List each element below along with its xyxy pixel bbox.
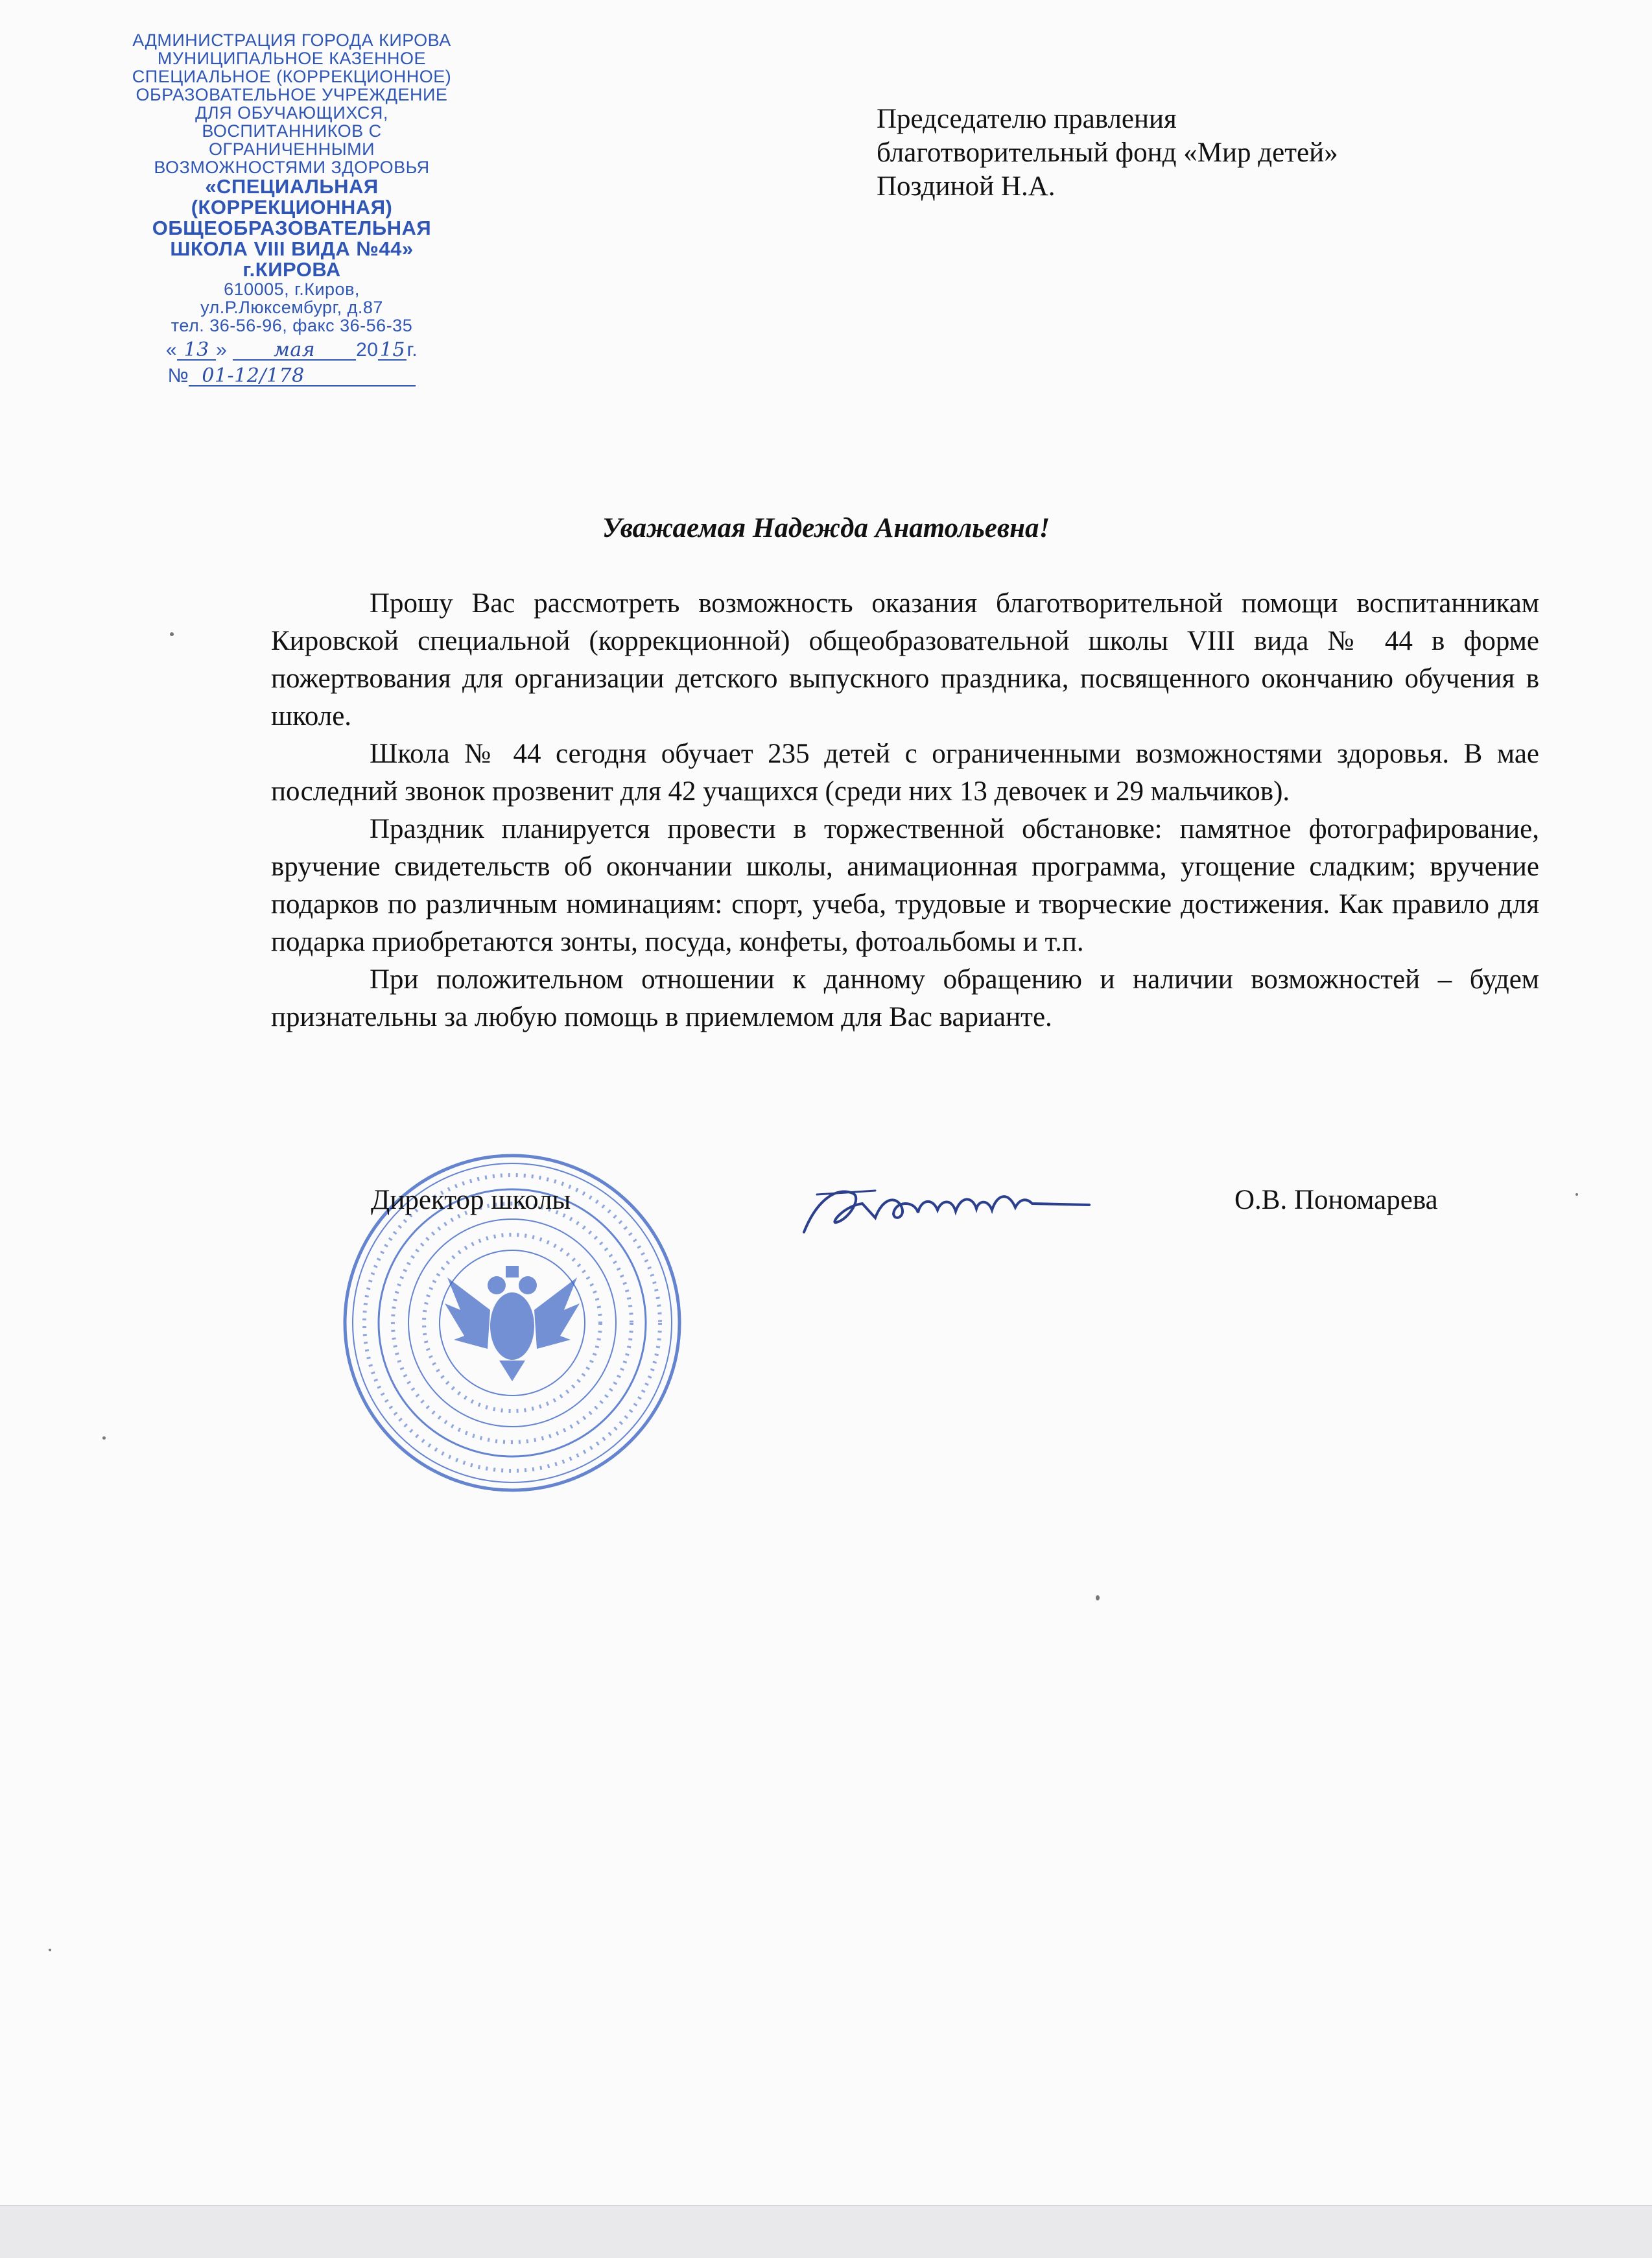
body-paragraph: Прошу Вас рассмотреть возможность оказания благотворительной помощи воспитанникам Кировской специальной (коррекционной) общеобразовательной школы VIII вида № 44 в форме пожертвования для организации детского выпускного праздника, посвященного окончанию обучения в школе.: [271, 588, 1539, 731]
stamp-bold-line: г.КИРОВА: [242, 258, 341, 281]
number-label: №: [167, 365, 189, 386]
signatory-title: Директор школы: [371, 1185, 571, 1215]
stamp-address-line: тел. 36-56-96, факс 36-56-35: [171, 316, 413, 335]
addressee-block: [877, 102, 1338, 204]
stamp-bold-line: «СПЕЦИАЛЬНАЯ: [205, 175, 379, 198]
addressee-line: Поздиной Н.А.: [877, 171, 1056, 202]
quote-close: »: [216, 339, 228, 361]
date-day: 13: [177, 341, 216, 361]
stamp-bold-line: ОБЩЕОБРАЗОВАТЕЛЬНАЯ: [152, 217, 432, 239]
scanner-edge: [0, 2205, 1652, 2258]
stamp-bold-line: ШКОЛА VIII ВИДА №44»: [170, 237, 414, 260]
handwritten-signature-icon: [791, 1154, 1096, 1252]
corner-stamp: [130, 31, 454, 386]
number-value: 01-12/178: [189, 367, 416, 386]
stamp-line: АДМИНИСТРАЦИЯ ГОРОДА КИРОВА: [132, 30, 451, 50]
date-month: мая: [233, 341, 356, 361]
stamp-date: [130, 341, 454, 361]
stamp-address-line: ул.Р.Люксембург, д.87: [200, 298, 383, 317]
addressee-line: Председателю правления: [877, 104, 1177, 134]
addressee-line: благотворительный фонд «Мир детей»: [877, 137, 1338, 168]
stamp-line: ВОСПИТАННИКОВ С: [202, 121, 382, 141]
salutation: Уважаемая Надежда Анатольевна!: [602, 513, 1050, 543]
stamp-line: ВОЗМОЖНОСТЯМИ ЗДОРОВЬЯ: [154, 158, 430, 177]
signatory-name: О.В. Пономарева: [1234, 1185, 1438, 1215]
body-paragraph: Школа № 44 сегодня обучает 235 детей с ограниченными возможностями здоровья. В мае последний звонок прозвенит для 42 учащихся (среди них 13 девочек и 29 мальчиков).: [271, 739, 1539, 807]
stamp-line: ДЛЯ ОБУЧАЮЩИХСЯ,: [195, 103, 388, 123]
quote-open: «: [165, 339, 178, 361]
body-paragraph: Праздник планируется провести в торжественной обстановке: памятное фотографирование, вручение свидетельств об окончании школы, анимационная программа, угощение сладким; вручение подарков по различным номинациям: спорт, учеба, трудовые и творческие достижения. Как правило для подарка приобретаются зонты, посуда, конфеты, фотоальбомы и т.п.: [271, 814, 1539, 957]
body-paragraph: При положительном отношении к данному обращению и наличии возможностей – будем признательны за любую помощь в приемлемом для Вас варианте.: [271, 964, 1539, 1032]
date-suffix: г.: [407, 339, 418, 361]
stamp-line: ОБРАЗОВАТЕЛЬНОЕ УЧРЕЖДЕНИЕ: [136, 85, 448, 104]
date-year-prefix: 20: [356, 339, 379, 361]
stamp-bold-line: (КОРРЕКЦИОННАЯ): [191, 196, 393, 219]
date-year-suffix: 15: [378, 341, 407, 361]
stamp-line: СПЕЦИАЛЬНОЕ (КОРРЕКЦИОННОЕ): [132, 67, 452, 86]
stamp-address-line: 610005, г.Киров,: [224, 279, 360, 299]
stamp-line: МУНИЦИПАЛЬНОЕ КАЗЕННОЕ: [157, 49, 427, 68]
stamp-number: [130, 364, 454, 387]
letter-body: [271, 585, 1539, 1036]
stamp-line: ОГРАНИЧЕННЫМИ: [208, 139, 375, 159]
